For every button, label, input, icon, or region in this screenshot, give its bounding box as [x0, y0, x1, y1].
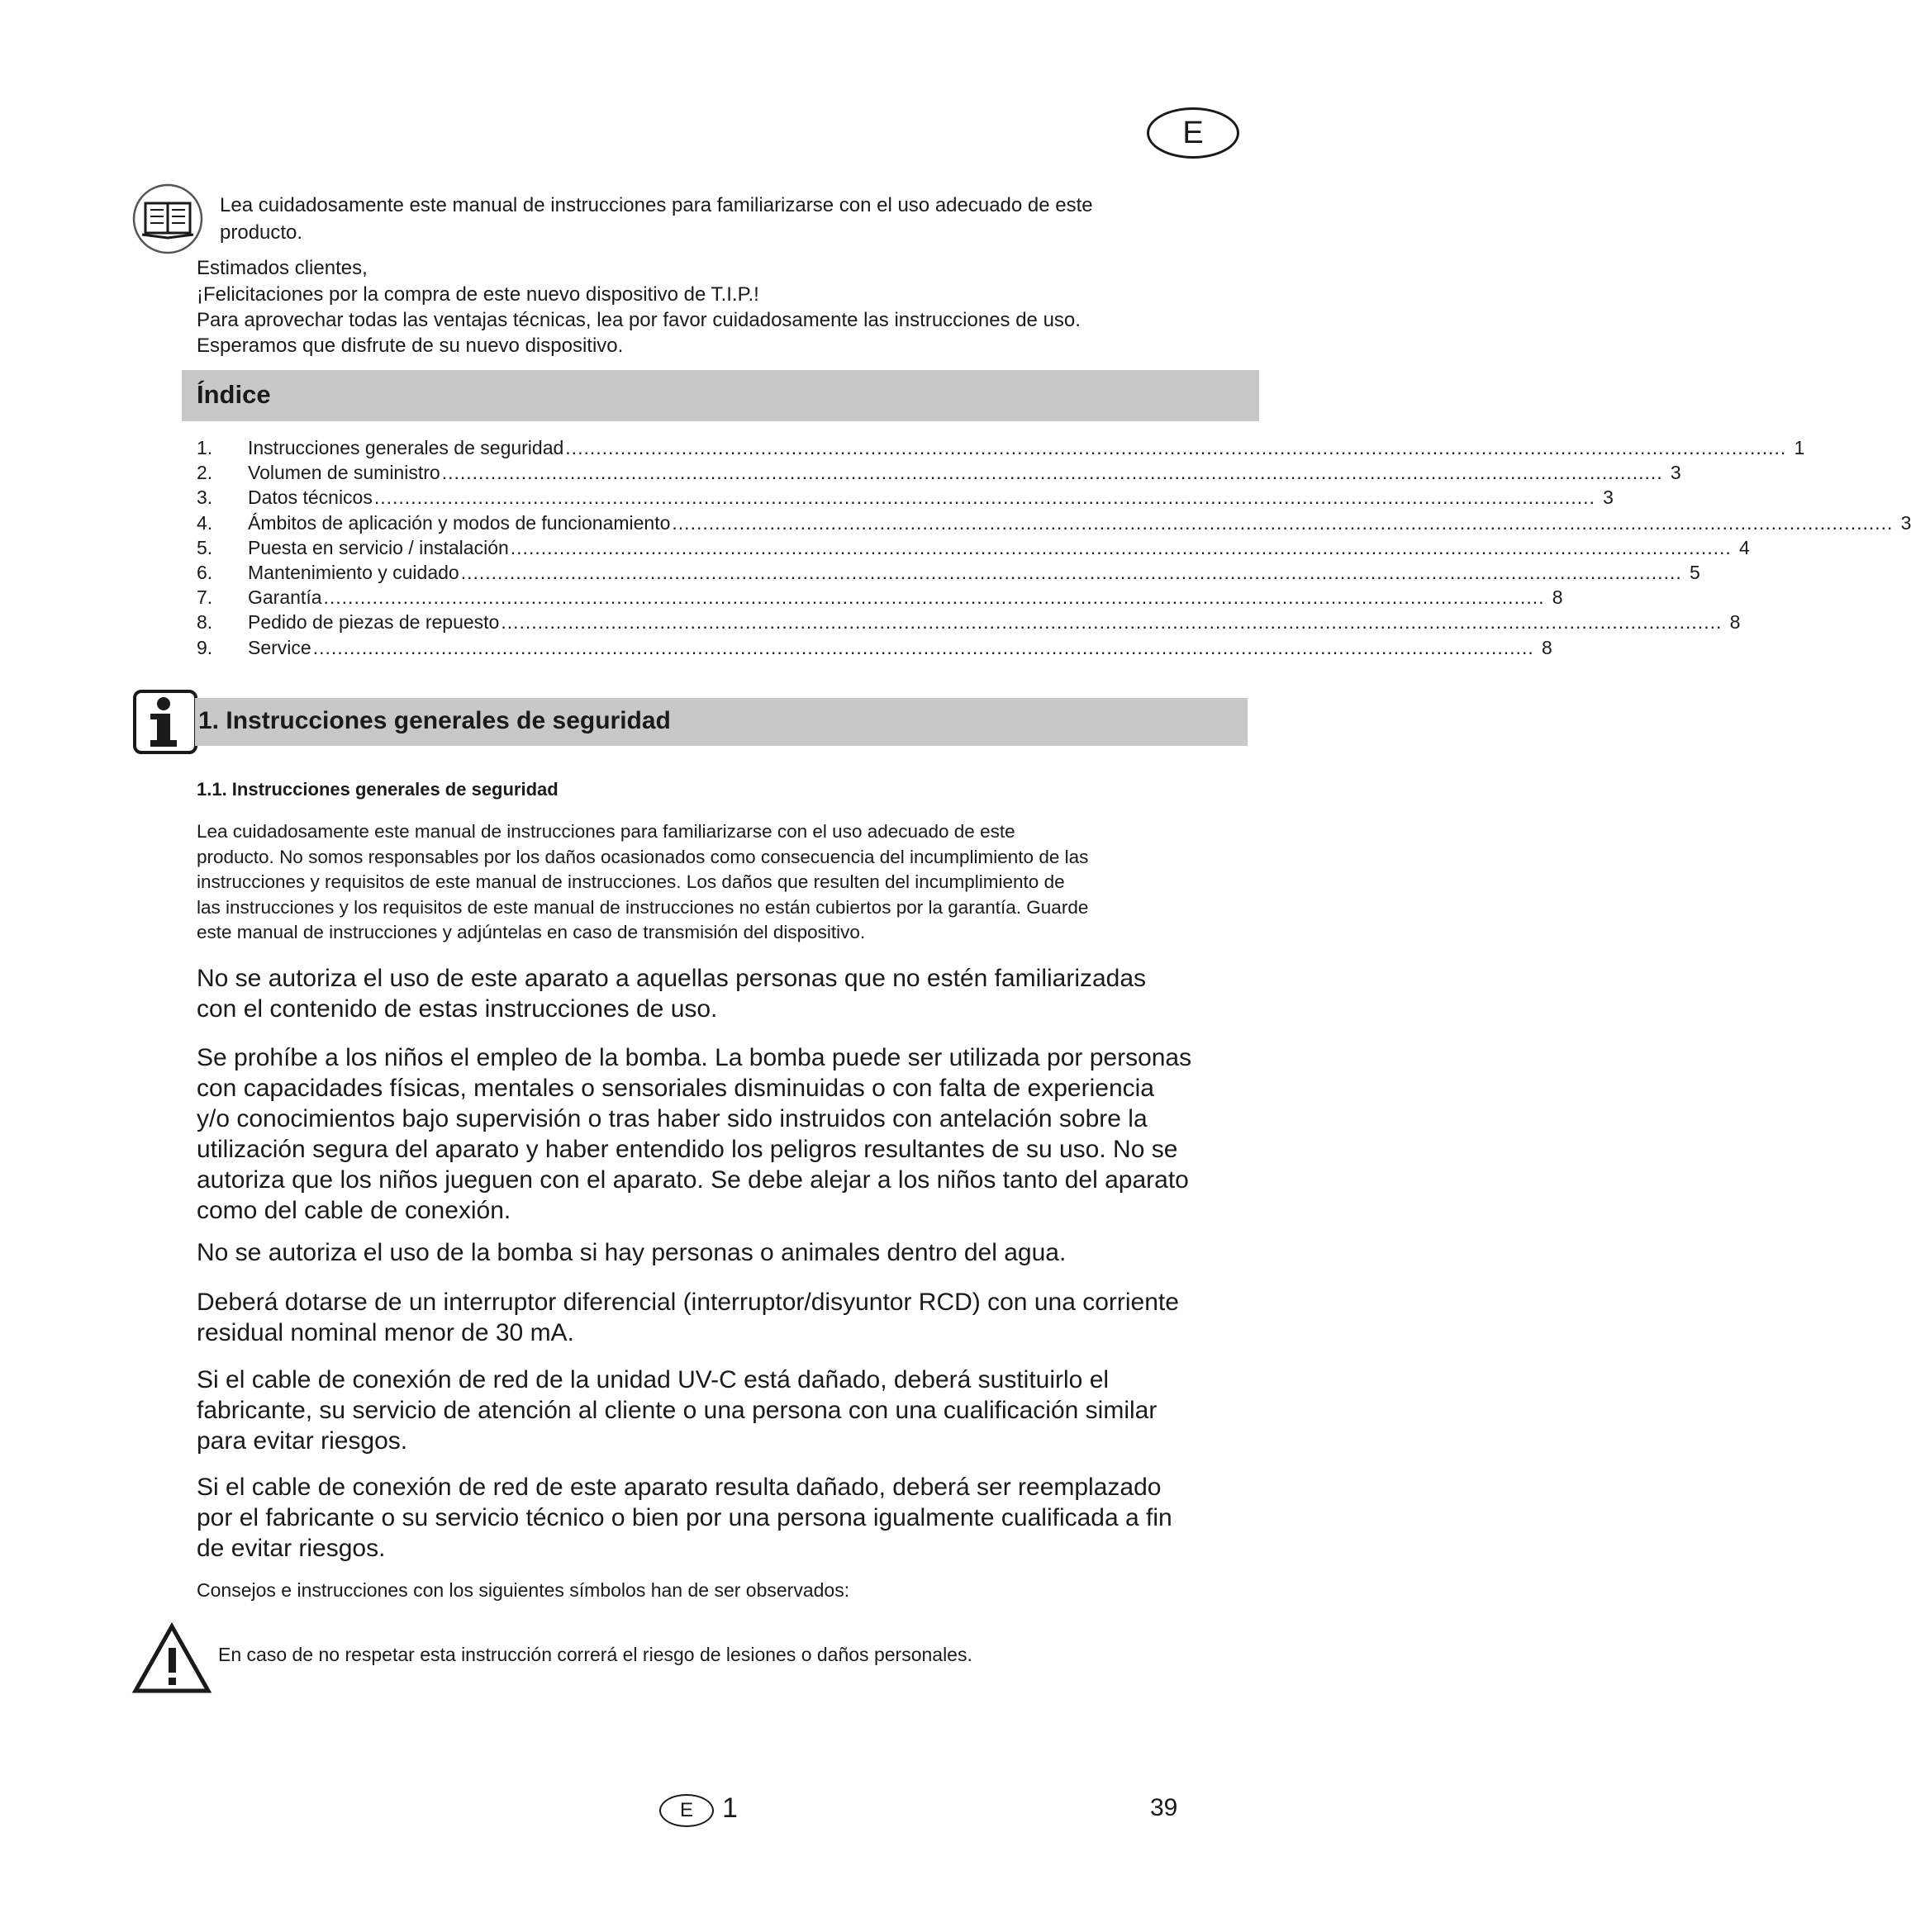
toc-number: 6. [197, 561, 213, 583]
text-line: Lea cuidadosamente este manual de instrucciones para familiarizarse con el uso adecuado de este [197, 821, 1015, 842]
text-line: de evitar riesgos. [197, 1535, 386, 1562]
text-line: producto. No somos responsables por los daños ocasionados como consecuencia del incumplimiento de las [197, 846, 1089, 867]
text-line: No se autoriza el uso de la bomba si hay personas o animales dentro del agua. [197, 1239, 1067, 1266]
toc-title: Datos técnicos [248, 487, 373, 509]
toc-row[interactable] [197, 585, 1563, 610]
text-line: con capacidades físicas, mentales o sensoriales disminuidas o con falta de experiencia [197, 1075, 1154, 1102]
toc-row[interactable] [197, 510, 1911, 535]
toc-leader: ........................................................................................................................................................................................................ [323, 586, 1545, 609]
paragraph-cable [197, 1472, 1262, 1564]
toc-title: Mantenimiento y cuidado [248, 561, 459, 583]
language-badge-label: E [1182, 115, 1204, 150]
text-line: y/o conocimientos bajo supervisión o tras haber sido instruidos con antelación sobre la [197, 1105, 1148, 1132]
paragraph-disclaimer [197, 819, 1262, 946]
toc-number: 4. [197, 511, 213, 534]
toc-row[interactable] [197, 635, 1552, 660]
text-line: residual nominal menor de 30 mA. [197, 1319, 574, 1346]
toc-leader: ........................................................................................................................................................................................................ [501, 611, 1723, 634]
toc-number: 2. [197, 462, 213, 484]
toc-row[interactable] [197, 560, 1700, 585]
congrats: ¡Felicitaciones por la compra de este nuevo dispositivo de T.I.P.! [197, 283, 759, 306]
subsection-title: 1.1. Instrucciones generales de seguridad [197, 779, 559, 800]
toc-leader: ........................................................................................................................................................................................................ [510, 536, 1732, 558]
text-line: Deberá dotarse de un interruptor diferencial (interruptor/disyuntor RCD) con una corriente [197, 1289, 1179, 1316]
toc-page: 5 [1689, 561, 1700, 583]
toc-leader: ........................................................................................................................................................................................................ [441, 462, 1663, 484]
toc-row[interactable] [197, 435, 1805, 460]
section-title: 1. Instrucciones generales de seguridad [198, 707, 671, 734]
toc-title: Service [248, 636, 311, 658]
greeting: Estimados clientes, [197, 257, 368, 279]
index-title: Índice [197, 380, 271, 409]
toc-row[interactable] [197, 460, 1681, 485]
toc-number: 5. [197, 536, 213, 558]
page-number: 39 [1150, 1794, 1178, 1821]
toc-number: 9. [197, 636, 213, 658]
toc-number: 8. [197, 611, 213, 634]
toc-leader: ........................................................................................................................................................................................................ [672, 511, 1894, 534]
toc-number: 7. [197, 586, 213, 609]
text-line: autoriza que los niños jueguen con el aparato. Se debe alejar a los niños tanto del aparato [197, 1166, 1189, 1194]
text-line: Si el cable de conexión de red de la unidad UV-C está dañado, deberá sustituirlo el [197, 1366, 1110, 1393]
table-of-contents [197, 435, 1911, 660]
toc-page: 8 [1541, 636, 1552, 658]
toc-title: Pedido de piezas de repuesto [248, 611, 500, 634]
toc-page: 3 [1900, 511, 1911, 534]
text-line: por el fabricante o su servicio técnico o bien por una persona igualmente cualificada a fin [197, 1504, 1172, 1531]
footer-section-number: 1 [722, 1792, 738, 1824]
paragraph-uvc [197, 1365, 1262, 1456]
toc-row[interactable] [197, 485, 1614, 510]
paragraph-no-autoriza [197, 963, 1262, 1024]
text-line: utilización segura del aparato y haber entendido los peligros resultantes de su uso. No se [197, 1136, 1178, 1163]
toc-title: Garantía [248, 586, 322, 609]
toc-page: 3 [1670, 462, 1681, 484]
read-manual-icon [132, 183, 203, 254]
footer-badge-label: E [679, 1799, 693, 1821]
toc-number: 3. [197, 487, 213, 509]
toc-title: Instrucciones generales de seguridad [248, 437, 564, 458]
advice: Para aprovechar todas las ventajas técnicas, lea por favor cuidadosamente las instrucciones de uso. [197, 309, 1081, 331]
toc-page: 8 [1729, 611, 1741, 634]
text-line: fabricante, su servicio de atención al cliente o una persona con una cualificación similar [197, 1397, 1158, 1424]
text-line: No se autoriza el uso de este aparato a aquellas personas que no estén familiarizadas [197, 965, 1147, 992]
toc-title: Puesta en servicio / instalación [248, 536, 509, 558]
text-line: Si el cable de conexión de red de este aparato resulta dañado, deberá ser reemplazado [197, 1474, 1162, 1501]
text-line: este manual de instrucciones y adjúntelas en caso de transmisión del dispositivo. [197, 922, 866, 942]
footer-language-badge [659, 1794, 714, 1827]
toc-number: 1. [197, 437, 213, 458]
symbols-intro: Consejos e instrucciones con los siguientes símbolos han de ser observados: [197, 1579, 850, 1601]
toc-row[interactable] [197, 535, 1750, 560]
text-line: como del cable de conexión. [197, 1197, 511, 1224]
language-badge [1147, 107, 1239, 159]
toc-page: 4 [1739, 536, 1750, 558]
toc-title: Ámbitos de aplicación y modos de funcionamiento [248, 511, 671, 534]
text-line: Se prohíbe a los niños el empleo de la bomba. La bomba puede ser utilizada por personas [197, 1044, 1192, 1071]
toc-page: 1 [1794, 437, 1805, 458]
toc-page: 8 [1552, 586, 1563, 609]
toc-leader: ........................................................................................................................................................................................................ [373, 487, 1595, 509]
enjoy: Esperamos que disfrute de su nuevo dispositivo. [197, 335, 624, 357]
intro-notice-line2: producto. [220, 221, 303, 244]
warning-text: En caso de no respetar esta instrucción correrá el riesgo de lesiones o daños personales. [218, 1644, 972, 1665]
toc-leader: ........................................................................................................................................................................................................ [565, 437, 1787, 458]
text-line: las instrucciones y los requisitos de este manual de instrucciones no están cubiertos por la garantía. Guarde [197, 896, 1089, 918]
paragraph-agua [197, 1237, 1262, 1268]
text-line: instrucciones y requisitos de este manual de instrucciones. Los daños que resulten del incumplimiento de [197, 871, 1065, 892]
index-heading-bar [182, 370, 1259, 421]
toc-leader: ........................................................................................................................................................................................................ [460, 561, 1682, 583]
paragraph-ninos [197, 1042, 1262, 1226]
info-icon [132, 689, 198, 755]
toc-page: 3 [1603, 487, 1614, 509]
intro-notice-line1: Lea cuidadosamente este manual de instrucciones para familiarizarse con el uso adecuado de este [220, 194, 1093, 216]
text-line: con el contenido de estas instrucciones de uso. [197, 995, 718, 1023]
toc-title: Volumen de suministro [248, 462, 440, 484]
text-line: para evitar riesgos. [197, 1427, 408, 1455]
toc-row[interactable] [197, 610, 1741, 634]
toc-leader: ........................................................................................................................................................................................................ [312, 636, 1534, 658]
paragraph-rcd [197, 1287, 1262, 1348]
warning-icon [132, 1623, 212, 1694]
